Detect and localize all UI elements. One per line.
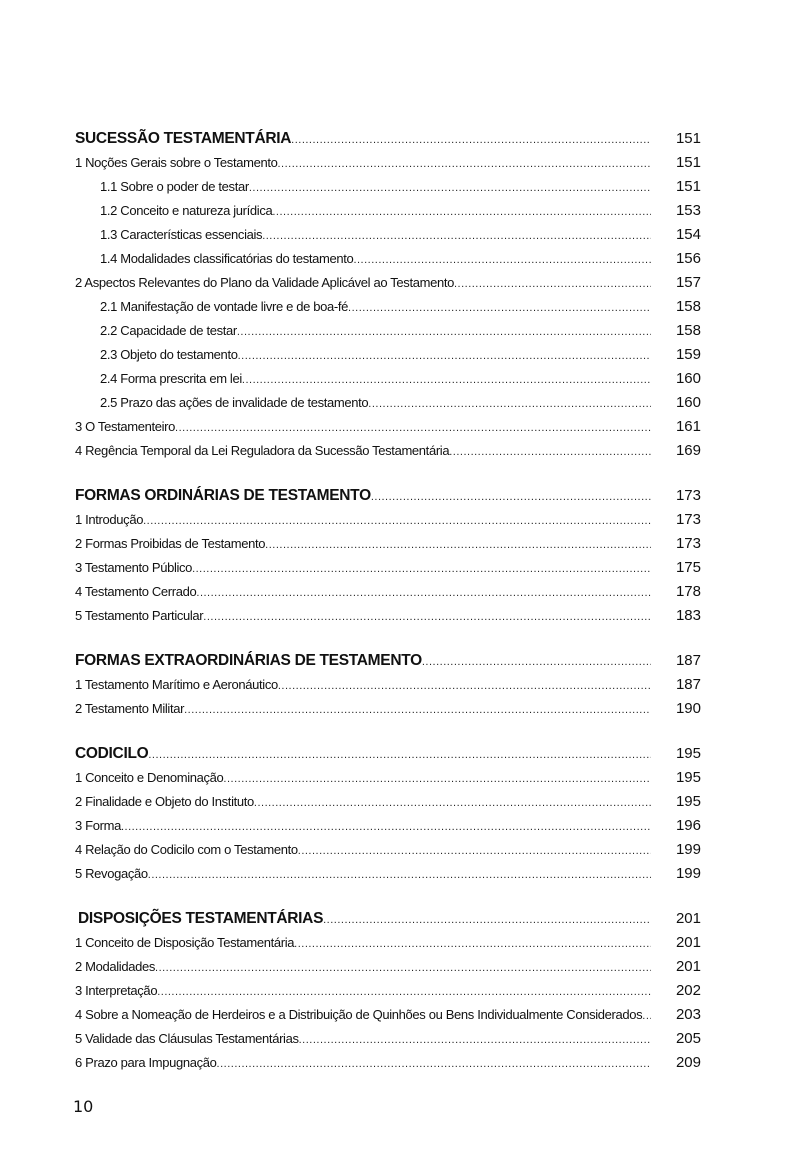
toc-dot-leader [262,224,651,247]
toc-entry-page: 195 [675,745,701,762]
toc-entry-page: 159 [675,346,701,363]
table-of-contents [75,127,701,1075]
toc-entry-page: 209 [675,1054,701,1071]
toc-dot-leader [192,557,651,580]
toc-dot-leader [422,650,651,673]
toc-entry-page: 205 [675,1030,701,1047]
toc-dot-leader [242,368,651,391]
toc-dot-leader [299,1028,651,1051]
toc-dot-leader [278,674,651,697]
toc-entry-title: CODICILO [75,745,149,762]
toc-entry-title: 2.1 Manifestação de vontade livre e de boa-fé [100,299,349,314]
toc-entry [75,1003,701,1027]
toc-entry-page: 195 [675,769,701,786]
toc-dot-leader [449,440,651,463]
toc-entry-title: 5 Testamento Particular [75,608,204,623]
toc-dot-leader [196,581,651,604]
toc-entry-title: 4 Testamento Cerrado [75,584,197,599]
toc-entry-page: 153 [675,202,701,219]
toc-entry-title: 2.4 Forma prescrita em lei [100,371,242,386]
toc-entry-title: 4 Regência Temporal da Lei Reguladora da Sucessão Testamentária [75,443,450,458]
toc-dot-leader [249,176,651,199]
toc-dot-leader [175,416,651,439]
toc-entry [75,838,701,862]
toc-section-heading [75,649,701,673]
toc-dot-leader [238,344,651,367]
toc-dot-leader [294,932,651,955]
toc-entry [75,862,701,886]
toc-entry [75,580,701,604]
toc-entry-page: 160 [675,370,701,387]
toc-entry-title: 2 Formas Proibidas de Testamento [75,536,266,551]
toc-entry-title: 5 Revogação [75,866,148,881]
toc-dot-leader [184,698,651,721]
toc-section-heading [75,907,701,931]
toc-entry-page: 178 [675,583,701,600]
toc-dot-leader [642,1004,651,1027]
toc-dot-leader [237,320,651,343]
toc-entry-title: 3 O Testamenteiro [75,419,176,434]
toc-entry [75,931,701,955]
toc-entry-title: 3 Forma [75,818,121,833]
toc-dot-leader [277,152,651,175]
toc-entry [75,175,701,199]
toc-entry-page: 151 [675,178,701,195]
page-number: 10 [73,1097,94,1116]
toc-entry-page: 195 [675,793,701,810]
toc-entry-page: 160 [675,394,701,411]
toc-dot-leader [121,815,651,838]
toc-entry-title: 2.5 Prazo das ações de invalidade de testamento [100,395,369,410]
toc-entry [75,439,701,463]
toc-entry-title: 3 Interpretação [75,983,158,998]
toc-entry [75,604,701,628]
toc-entry-title: 2 Testamento Militar [75,701,185,716]
toc-entry-title: 1 Introdução [75,512,144,527]
toc-dot-leader [353,248,651,271]
toc-entry [75,223,701,247]
toc-entry-title: SUCESSÃO TESTAMENTÁRIA [75,130,292,147]
toc-entry-title: 2 Aspectos Relevantes do Plano da Validade Aplicável ao Testamento [75,275,454,290]
toc-entry [75,1027,701,1051]
toc-entry-page: 202 [675,982,701,999]
toc-dot-leader [272,200,651,223]
toc-entry-title: 1 Noções Gerais sobre o Testamento [75,155,278,170]
toc-entry-title: FORMAS ORDINÁRIAS DE TESTAMENTO [75,487,371,504]
toc-dot-leader [148,743,651,766]
toc-entry-title: 5 Validade das Cláusulas Testamentárias [75,1031,299,1046]
toc-entry-title: 2.3 Objeto do testamento [100,347,238,362]
toc-entry [75,1051,701,1075]
toc-entry-page: 151 [675,154,701,171]
toc-entry-title: 2 Finalidade e Objeto do Instituto [75,794,254,809]
toc-entry [75,697,701,721]
toc-dot-leader [148,863,651,886]
toc-entry [75,295,701,319]
toc-entry-title: 2.2 Capacidade de testar [100,323,237,338]
toc-entry [75,532,701,556]
toc-entry-page: 196 [675,817,701,834]
toc-dot-leader [223,767,651,790]
toc-dot-leader [454,272,651,295]
toc-entry [75,814,701,838]
toc-entry-page: 154 [675,226,701,243]
toc-entry [75,151,701,175]
toc-dot-leader [368,392,651,415]
toc-entry [75,979,701,1003]
toc-dot-leader [323,908,651,931]
toc-entry-title: 1 Conceito de Disposição Testamentária [75,935,295,950]
toc-entry-title: 1.1 Sobre o poder de testar [100,179,249,194]
toc-entry-page: 173 [675,511,701,528]
toc-entry-page: 190 [675,700,701,717]
toc-entry-title: 1 Conceito e Denominação [75,770,224,785]
toc-entry [75,199,701,223]
toc-entry-page: 158 [675,322,701,339]
toc-dot-leader [203,605,651,628]
toc-section-heading [75,742,701,766]
toc-entry-page: 201 [675,910,701,927]
toc-entry-page: 199 [675,865,701,882]
toc-entry-title: DISPOSIÇÕES TESTAMENTÁRIAS [78,910,324,927]
toc-dot-leader [155,956,651,979]
toc-dot-leader [217,1052,651,1075]
toc-entry-page: 158 [675,298,701,315]
toc-entry [75,247,701,271]
toc-dot-leader [143,509,651,532]
toc-dot-leader [291,128,651,151]
toc-entry-page: 173 [675,487,701,504]
toc-entry-page: 169 [675,442,701,459]
toc-entry-title: 3 Testamento Público [75,560,193,575]
toc-entry-page: 156 [675,250,701,267]
toc-dot-leader [348,296,651,319]
toc-entry [75,415,701,439]
toc-entry-page: 201 [675,958,701,975]
toc-entry [75,556,701,580]
toc-entry [75,319,701,343]
toc-dot-leader [371,485,651,508]
toc-entry-page: 173 [675,535,701,552]
toc-entry [75,955,701,979]
toc-entry [75,391,701,415]
toc-section-heading [75,484,701,508]
toc-entry [75,508,701,532]
toc-entry-page: 187 [675,676,701,693]
toc-entry-page: 151 [675,130,701,147]
toc-entry [75,343,701,367]
toc-entry-title: 1.3 Características essenciais [100,227,263,242]
toc-entry-title: 4 Sobre a Nomeação de Herdeiros e a Distribuição de Quinhões ou Bens Individualmente Considerados [75,1007,643,1022]
toc-entry-page: 175 [675,559,701,576]
toc-entry [75,367,701,391]
toc-entry-page: 187 [675,652,701,669]
toc-entry-page: 199 [675,841,701,858]
toc-entry [75,766,701,790]
toc-entry-page: 201 [675,934,701,951]
toc-dot-leader [157,980,651,1003]
toc-dot-leader [298,839,651,862]
toc-entry [75,673,701,697]
toc-entry-title: 2 Modalidades [75,959,156,974]
toc-entry-page: 203 [675,1006,701,1023]
toc-entry-title: FORMAS EXTRAORDINÁRIAS DE TESTAMENTO [75,652,422,669]
toc-entry [75,271,701,295]
toc-dot-leader [265,533,651,556]
toc-entry-page: 161 [675,418,701,435]
toc-entry-page: 157 [675,274,701,291]
toc-section-heading [75,127,701,151]
toc-entry [75,790,701,814]
toc-dot-leader [254,791,651,814]
toc-entry-title: 6 Prazo para Impugnação [75,1055,217,1070]
toc-entry-page: 183 [675,607,701,624]
toc-entry-title: 1.2 Conceito e natureza jurídica [100,203,273,218]
toc-entry-title: 1 Testamento Marítimo e Aeronáutico [75,677,278,692]
toc-entry-title: 1.4 Modalidades classificatórias do testamento [100,251,354,266]
toc-entry-title: 4 Relação do Codicilo com o Testamento [75,842,298,857]
